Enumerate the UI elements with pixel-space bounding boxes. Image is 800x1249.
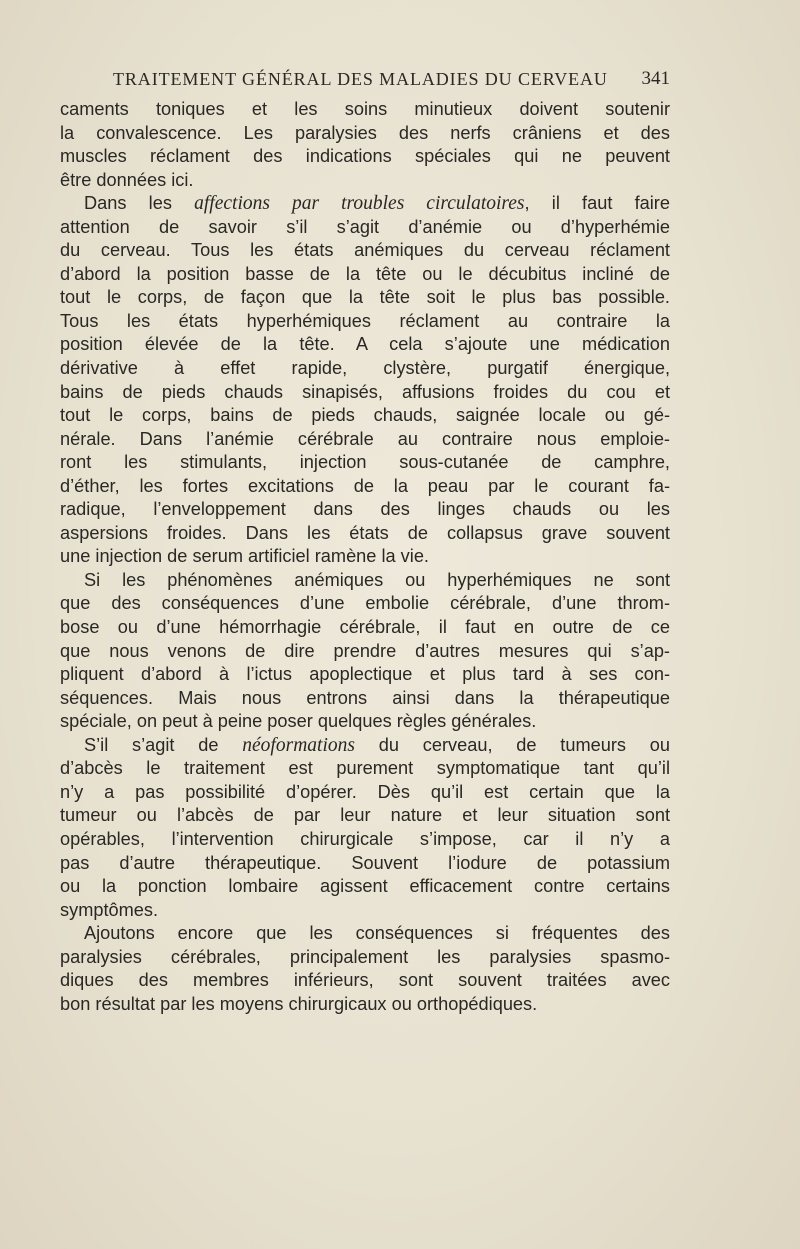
text-line: [60, 993, 670, 1017]
text-line: [60, 310, 670, 334]
text-line: [60, 616, 670, 640]
italic-phrase: néoformations: [242, 734, 355, 756]
text-segment: une injection de serum artificiel ramène la vie.: [60, 546, 429, 567]
text-segment: tumeur ou l’abcès de par leur nature et leur situation sont: [60, 805, 670, 826]
text-segment: radique, l’enveloppement dans des linges chauds ou les: [60, 499, 670, 520]
text-segment: muscles réclament des indications spéciales qui ne peuvent: [60, 146, 670, 167]
text-segment: n’y a pas possibilité d’opérer. Dès qu’il est certain que la: [60, 781, 670, 802]
text-segment: attention de savoir s’il s’agit d’anémie ou d’hyperhémie: [60, 216, 670, 237]
text-line: [60, 569, 670, 593]
text-line: [60, 239, 670, 263]
text-segment: , il faut faire: [524, 193, 670, 214]
text-line: [60, 922, 670, 946]
text-line: [60, 828, 670, 852]
text-segment: que des conséquences d’une embolie cérébrale, d’une throm-: [60, 593, 670, 614]
text-segment: séquences. Mais nous entrons ainsi dans la thérapeutique: [60, 687, 670, 708]
text-segment: bose ou d’une hémorrhagie cérébrale, il faut en outre de ce: [60, 617, 670, 638]
text-line: [60, 286, 670, 310]
text-segment: bon résultat par les moyens chirurgicaux ou orthopédiques.: [60, 993, 538, 1014]
text-segment: du cerveau, de tumeurs ou: [354, 734, 670, 755]
text-segment: Ajoutons encore que les conséquences si fréquentes des: [84, 923, 670, 944]
text-segment: bains de pieds chauds sinapisés, affusions froides du cou et: [60, 381, 670, 402]
text-segment: du cerveau. Tous les états anémiques du cerveau réclament: [60, 240, 670, 261]
text-line: [60, 98, 670, 122]
text-line: [60, 946, 670, 970]
text-segment: spéciale, on peut à peine poser quelques règles générales.: [60, 711, 537, 732]
text-line: [60, 852, 670, 876]
text-line: [60, 663, 670, 687]
text-line: [60, 899, 670, 923]
text-line: [60, 192, 670, 216]
text-line: [60, 592, 670, 616]
text-segment: paralysies cérébrales, principalement les paralysies spasmo-: [60, 946, 670, 967]
text-line: [60, 522, 670, 546]
text-segment: d’abcès le traitement est purement symptomatique tant qu’il: [60, 758, 670, 779]
text-line: [60, 333, 670, 357]
text-line: [60, 216, 670, 240]
text-segment: la convalescence. Les paralysies des nerfs crâniens et des: [60, 122, 670, 143]
text-segment: Si les phénomènes anémiques ou hyperhémiques ne sont: [84, 569, 670, 590]
text-segment: caments toniques et les soins minutieux doivent soutenir: [60, 99, 670, 119]
text-segment: d’abord la position basse de la tête ou le décubitus incliné de: [60, 263, 670, 284]
page-header: [113, 64, 670, 94]
text-line: [60, 498, 670, 522]
text-line: [60, 969, 670, 993]
text-line: [60, 428, 670, 452]
text-line: [60, 640, 670, 664]
text-line: [60, 804, 670, 828]
text-segment: ront les stimulants, injection sous-cutanée de camphre,: [60, 452, 670, 473]
text-segment: que nous venons de dire prendre d’autres mesures qui s’ap-: [60, 640, 670, 661]
text-line: [60, 734, 670, 758]
running-title: TRAITEMENT GÉNÉRAL DES MALADIES DU CERVEAU: [113, 69, 608, 89]
text-segment: tout le corps, bains de pieds chauds, saignée locale ou gé-: [60, 405, 670, 426]
page-number: 341: [641, 68, 670, 89]
text-line: [60, 687, 670, 711]
text-line: [60, 169, 670, 193]
body-text: [60, 98, 670, 1016]
text-segment: dérivative à effet rapide, clystère, purgatif énergique,: [60, 358, 670, 379]
text-segment: être données ici.: [60, 169, 194, 190]
text-segment: nérale. Dans l’anémie cérébrale au contraire nous emploie-: [60, 428, 670, 449]
text-line: [60, 145, 670, 169]
text-line: [60, 545, 670, 569]
text-line: [60, 357, 670, 381]
text-line: [60, 451, 670, 475]
text-segment: tout le corps, de façon que la tête soit le plus bas possible.: [60, 287, 670, 308]
text-line: [60, 404, 670, 428]
text-segment: diques des membres inférieurs, sont souvent traitées avec: [60, 970, 670, 991]
text-line: [60, 263, 670, 287]
text-segment: Dans les: [84, 193, 195, 214]
text-line: [60, 122, 670, 146]
text-line: [60, 710, 670, 734]
text-segment: S’il s’agit de: [84, 734, 243, 755]
text-line: [60, 381, 670, 405]
text-segment: position élevée de la tête. A cela s’ajoute une médication: [60, 334, 670, 355]
text-segment: d’éther, les fortes excitations de la peau par le courant fa-: [60, 475, 670, 496]
text-segment: opérables, l’intervention chirurgicale s’impose, car il n’y a: [60, 828, 670, 849]
text-segment: ou la ponction lombaire agissent efficacement contre certains: [60, 876, 670, 897]
text-line: [60, 875, 670, 899]
text-segment: symptômes.: [60, 899, 159, 920]
text-segment: aspersions froides. Dans les états de collapsus grave souvent: [60, 522, 670, 543]
text-line: [60, 475, 670, 499]
text-segment: Tous les états hyperhémiques réclament au contraire la: [60, 310, 670, 331]
text-line: [60, 781, 670, 805]
text-line: [60, 757, 670, 781]
text-segment: pas d’autre thérapeutique. Souvent l’iodure de potassium: [60, 852, 670, 873]
italic-phrase: affections par troubles circulatoires: [194, 193, 525, 215]
text-segment: pliquent d’abord à l’ictus apoplectique et plus tard à ses con-: [60, 664, 670, 685]
